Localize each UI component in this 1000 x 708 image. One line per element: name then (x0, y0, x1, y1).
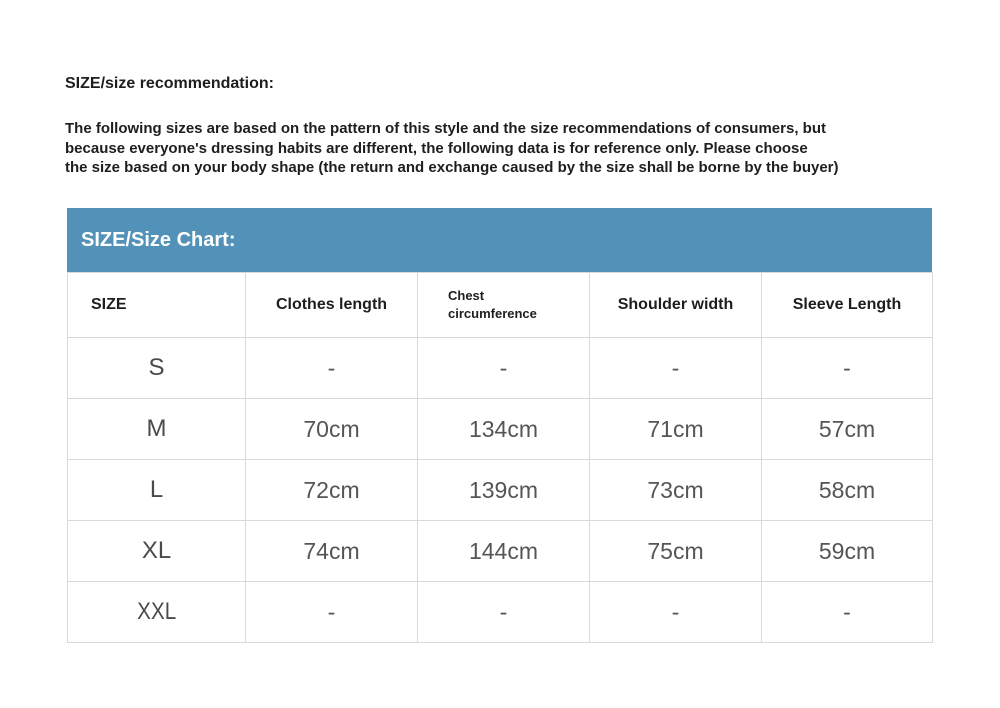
sleeve-length-value: 58cm (762, 460, 933, 521)
size-label: L (68, 460, 246, 521)
sleeve-length-value: - (762, 338, 933, 399)
size-chart-title-bar (67, 208, 932, 272)
clothes-length-value: 74cm (246, 521, 418, 582)
size-disclaimer-paragraph (65, 119, 839, 178)
size-chart-title: SIZE/Size Chart: (81, 228, 236, 251)
chest-circumference-value: - (418, 582, 590, 643)
chest-circumference-value: 144cm (418, 521, 590, 582)
clothes-length-value: 70cm (246, 399, 418, 460)
clothes-length-value: - (246, 582, 418, 643)
size-label: M (68, 399, 246, 460)
shoulder-width-value: 75cm (590, 521, 762, 582)
size-label-text: XXL (136, 598, 177, 625)
shoulder-width-value: 71cm (590, 399, 762, 460)
shoulder-width-value: - (590, 582, 762, 643)
clothes-length-value: - (246, 338, 418, 399)
chest-circumference-value: 134cm (418, 399, 590, 460)
column-header-chest-circumference (418, 273, 590, 338)
shoulder-width-value: 73cm (590, 460, 762, 521)
table-row-l (68, 460, 933, 521)
disclaimer-line-1: The following sizes are based on the pattern of this style and the size recommendations of consumers, but (65, 120, 826, 137)
size-recommendation-heading: SIZE/size recommendation: (65, 75, 274, 92)
table-row-s (68, 338, 933, 399)
disclaimer-line-2: because everyone's dressing habits are different, the following data is for reference only. Please choose (65, 139, 808, 157)
clothes-length-value: 72cm (246, 460, 418, 521)
size-chart-table (67, 272, 933, 643)
size-label: S (68, 338, 246, 399)
shoulder-width-value: - (590, 338, 762, 399)
table-row-m (68, 399, 933, 460)
chest-circumference-label: Chest circumference (448, 287, 537, 321)
size-label: XL (68, 521, 246, 582)
chest-circumference-value: 139cm (418, 460, 590, 521)
table-row-xxl (68, 582, 933, 643)
disclaimer-line-3: the size based on your body shape (the return and exchange caused by the size shall be borne by the buyer) (65, 159, 839, 176)
sleeve-length-value: 57cm (762, 399, 933, 460)
sleeve-length-value: 59cm (762, 521, 933, 582)
size-label (68, 582, 246, 643)
table-header-row (68, 273, 933, 338)
column-header-clothes-length: Clothes length (246, 273, 418, 338)
column-header-shoulder-width: Shoulder width (590, 273, 762, 338)
chest-circumference-value: - (418, 338, 590, 399)
column-header-size: SIZE (68, 273, 246, 338)
column-header-sleeve-length: Sleeve Length (762, 273, 933, 338)
sleeve-length-value: - (762, 582, 933, 643)
table-row-xl (68, 521, 933, 582)
